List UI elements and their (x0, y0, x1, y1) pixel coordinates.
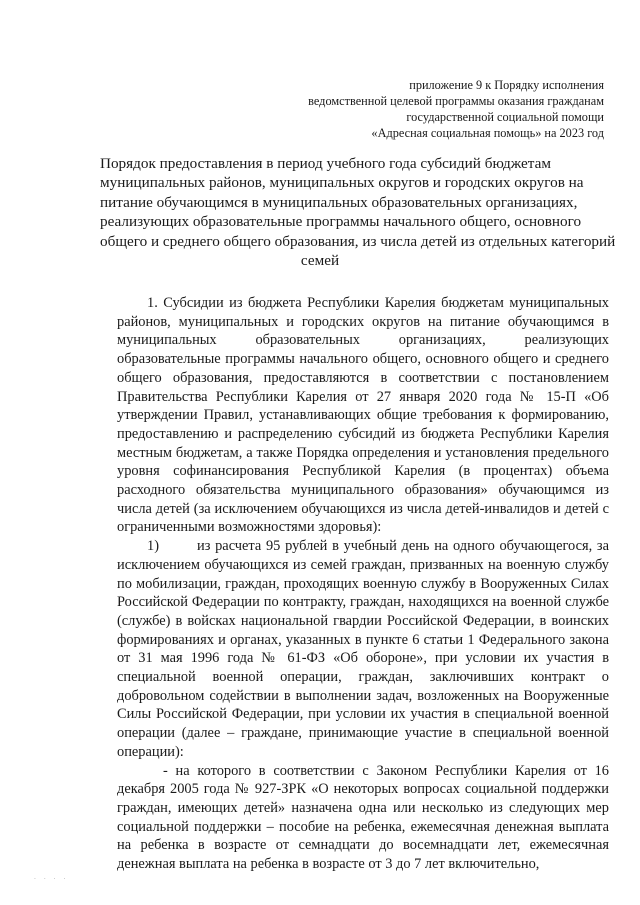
dash-item-1: - на которого в соответствии с Законом Республики Карелия от 16 декабря 2005 года № 927-ЗРК «О некоторых вопросах социальной поддержки граждан, имеющих детей» назначена одна или несколько из следующих мер социальной поддержки – пособие на ребенка, ежемесячная денежная выплата на ребенка в возрасте от семнадцати до восемнадцати лет, ежемесячная денежная выплата на ребенка в возрасте от 3 до 7 лет включительно, (117, 762, 609, 873)
list-item-text: из расчета 95 рублей в учебный день на одного обучающегося, за исключением обучающихся из семей граждан, призванных на военную службу по мобилизации, граждан, проходящих военную службу в Вооруженных Силах Российской Федерации по контракту, граждан, находящихся на военной службе (службе) в войсках национальной гвардии Российской Федерации, в воинских формированиях и органах, указанных в пункте 6 статьи 1 Федерального закона от 31 мая 1996 года № 61-ФЗ «Об обороне», при условии их участия в специальной военной операции, граждан, заключивших контракт о добровольном содействии в выполнении задач, возложенных на Вооруженные Силы Российской Федерации, при условии их участия в специальной военной операции (далее – граждане, принимающие участие в специальной военной операции): (117, 538, 609, 760)
title-line: семей (300, 252, 340, 270)
appendix-line: государственной социальной помощи (406, 110, 604, 124)
title-line: общего и среднего общего образования, из числа детей из отдельных категорий (100, 232, 616, 250)
appendix-note (224, 77, 604, 141)
title-line: Порядок предоставления в период учебного года субсидий бюджетам (100, 155, 551, 172)
appendix-line: «Адресная социальная помощь» на 2023 год (371, 126, 604, 140)
scan-artifact: · · · · (34, 876, 69, 883)
paragraph-1: 1. Субсидии из бюджета Республики Карелия бюджетам муниципальных районов, муниципальных и городских округов на питание обучающимся в муниципальных образовательных организациях, реализующих образовательные программы начального общего, основного общего и среднего общего образования, предоставляются в соответствии с постановлением Правительства Республики Карелия от 27 января 2020 года № 15-П «Об утверждении Правил, устанавливающих общие требования к формированию, предоставлению и распределению субсидий из бюджета Республики Карелия местным бюджетам, а также Порядка определения и установления предельного уровня софинансирования Республикой Карелия (в процентах) объема расходного обязательства муниципального образования» обучающимся из числа детей (за исключением обучающихся из числа детей-инвалидов и детей с ограниченными возможностями здоровья): (117, 295, 609, 536)
document-title (100, 154, 616, 270)
title-line: питание обучающимся в муниципальных образовательных организациях, (100, 193, 578, 211)
list-item-number: 1) (147, 538, 159, 555)
title-line: муниципальных районов, муниципальных округов и городских округов на (100, 174, 584, 192)
document-body (117, 294, 609, 874)
list-item-1 (117, 537, 609, 761)
appendix-line: ведомственной целевой программы оказания гражданам (308, 94, 604, 108)
title-line: реализующих образовательные программы начального общего, основного (100, 213, 582, 231)
appendix-line: приложение 9 к Порядку исполнения (409, 78, 604, 92)
